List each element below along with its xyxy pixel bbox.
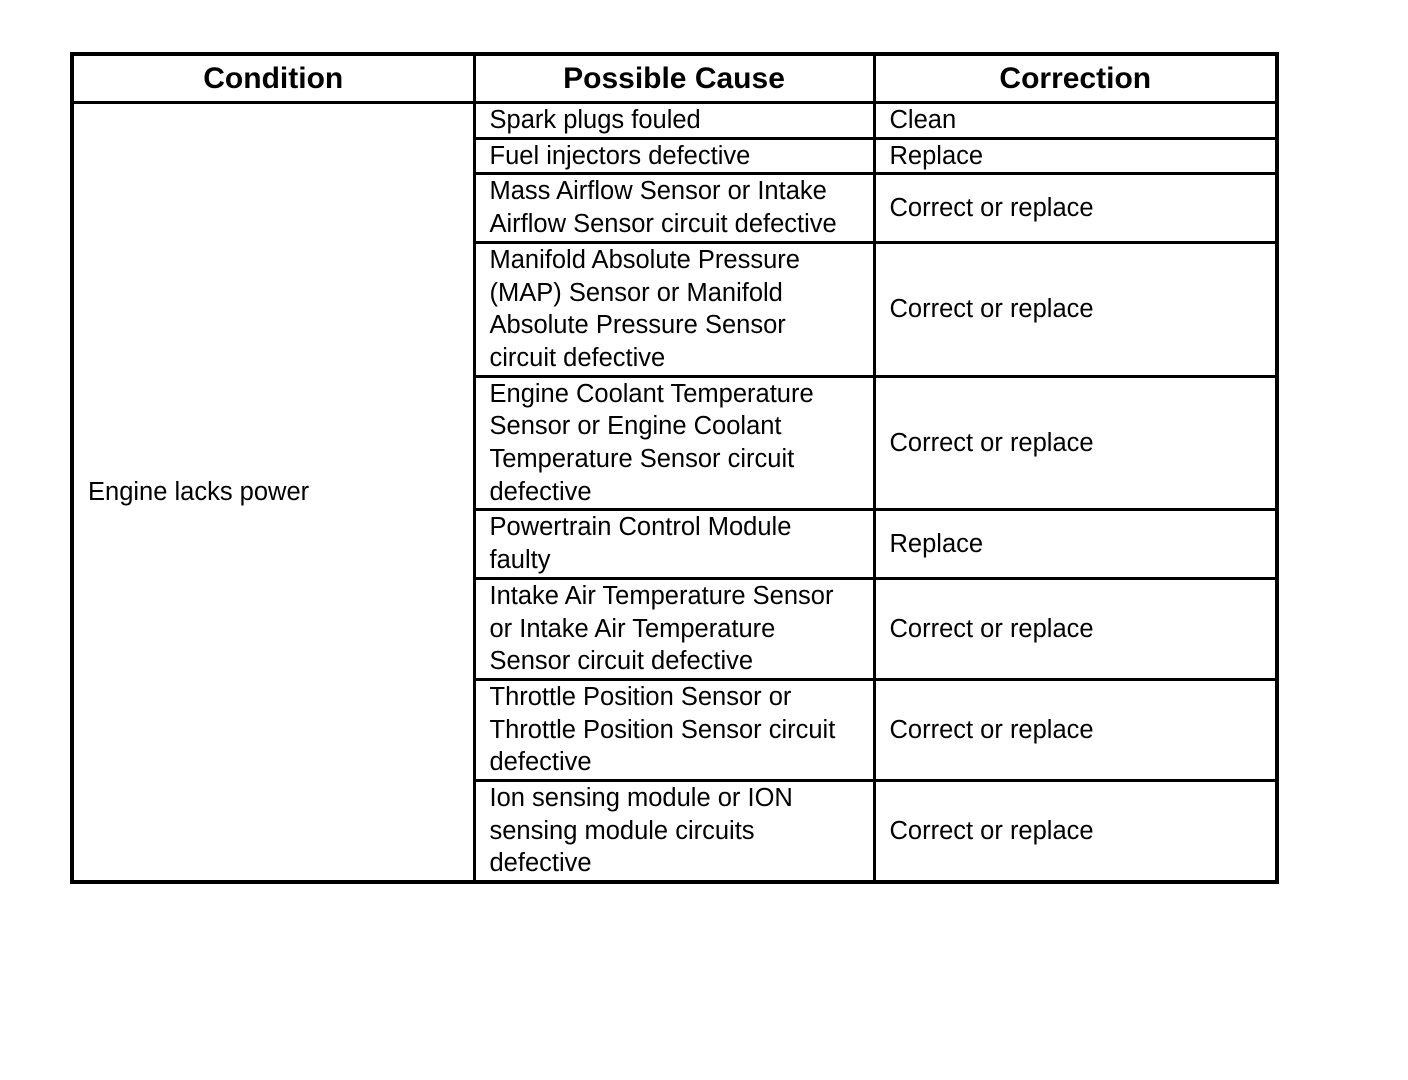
- cause-cell: Manifold Absolute Pressure (MAP) Sensor or Manifold Absolute Pressure Sensor circuit defective: [474, 242, 874, 376]
- header-row: [72, 54, 1277, 103]
- correction-cell: Correct or replace: [874, 242, 1277, 376]
- cause-cell: Engine Coolant Temperature Sensor or Engine Coolant Temperature Sensor circuit defective: [474, 376, 874, 510]
- correction-cell: Clean: [874, 103, 1277, 139]
- correction-cell: Replace: [874, 510, 1277, 578]
- correction-cell: Correct or replace: [874, 174, 1277, 242]
- header-correction: Correction: [874, 54, 1277, 103]
- correction-cell: Correct or replace: [874, 781, 1277, 883]
- cause-cell: Spark plugs fouled: [474, 103, 874, 139]
- correction-cell: Replace: [874, 138, 1277, 174]
- cause-cell: Throttle Position Sensor or Throttle Position Sensor circuit defective: [474, 679, 874, 780]
- header-possible-cause: Possible Cause: [474, 54, 874, 103]
- table-row: [72, 103, 1277, 139]
- condition-cell: Engine lacks power: [72, 103, 474, 883]
- cause-cell: Powertrain Control Module faulty: [474, 510, 874, 578]
- header-condition: Condition: [72, 54, 474, 103]
- cause-cell: Ion sensing module or ION sensing module circuits defective: [474, 781, 874, 883]
- cause-cell: Mass Airflow Sensor or Intake Airflow Sensor circuit defective: [474, 174, 874, 242]
- cause-cell: Fuel injectors defective: [474, 138, 874, 174]
- troubleshooting-table: [70, 52, 1279, 884]
- correction-cell: Correct or replace: [874, 578, 1277, 679]
- correction-cell: Correct or replace: [874, 376, 1277, 510]
- correction-cell: Correct or replace: [874, 679, 1277, 780]
- cause-cell: Intake Air Temperature Sensor or Intake Air Temperature Sensor circuit defective: [474, 578, 874, 679]
